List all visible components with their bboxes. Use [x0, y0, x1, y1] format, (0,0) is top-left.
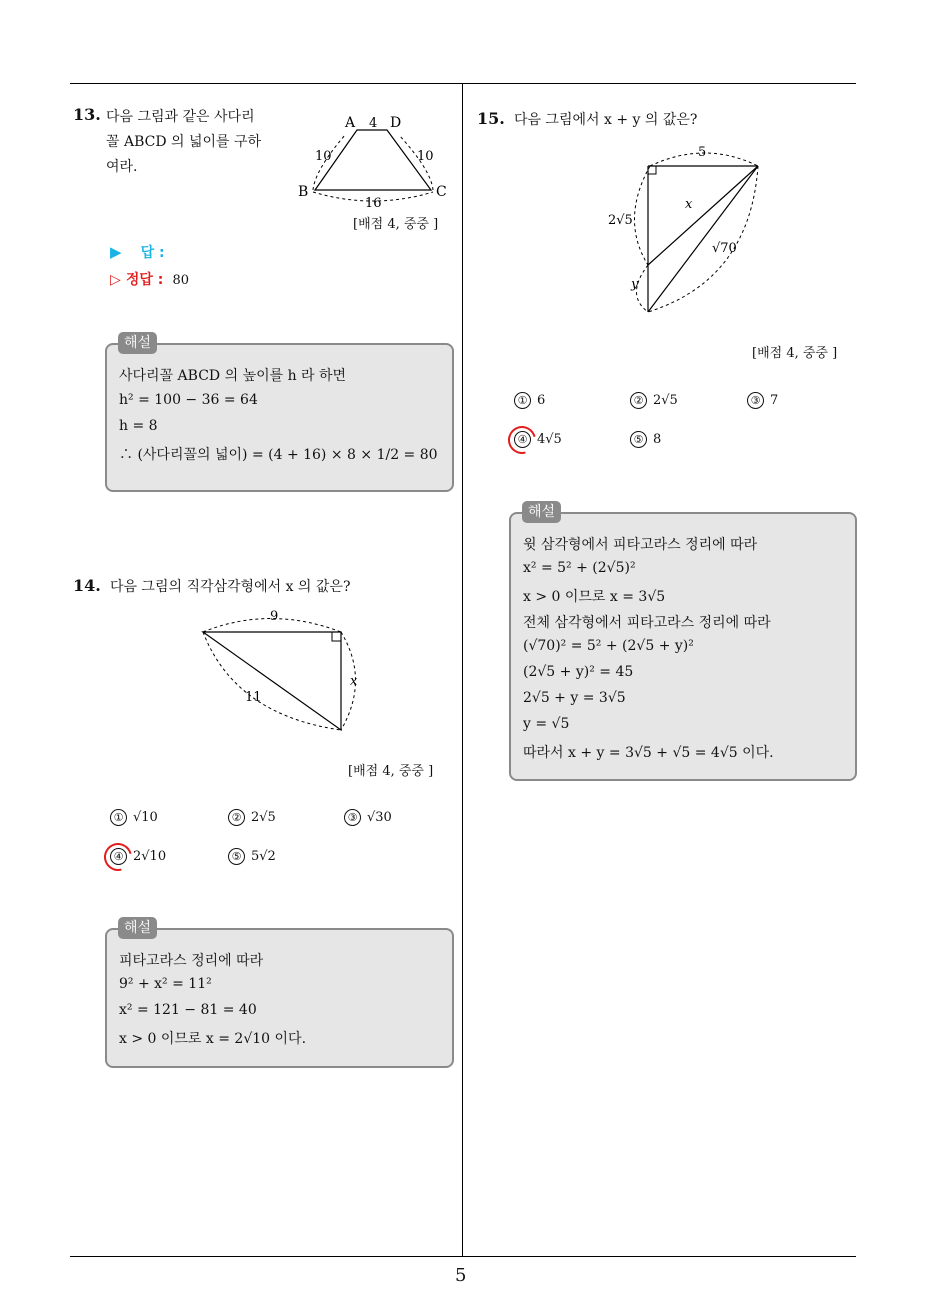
correct-value: 80 — [172, 273, 190, 288]
explanation-tag-13: 해설 — [118, 332, 157, 354]
question-text: 다음 그림의 직각삼각형에서 x 의 값은? — [109, 579, 351, 595]
explain-line: ∴ (사다리꼴의 넓이) = (4 + 16) × 8 × 1/2 = 80 — [119, 447, 438, 463]
play-icon: ▶ — [110, 243, 122, 261]
question-number: 14. — [73, 576, 101, 595]
question-14 — [73, 575, 453, 600]
vertex-a: A — [345, 115, 356, 131]
triangle-outline-icon: ▷ — [110, 272, 121, 288]
selected-mark — [99, 838, 137, 876]
explanation-box-15 — [509, 512, 857, 781]
option-2[interactable]: ② 2√5 — [228, 809, 276, 826]
answer-label: 답 : — [140, 245, 165, 261]
label-x: x — [350, 674, 358, 689]
label-hyp: 11 — [245, 690, 262, 705]
vertex-b: B — [298, 184, 309, 200]
answer-row-13 — [110, 242, 165, 262]
right-triangle-figure — [195, 605, 370, 740]
explanation-box-14 — [105, 928, 454, 1068]
question-text: 다음 그림과 같은 사다리 꼴 ABCD 의 넓이를 구하 여라. — [106, 109, 262, 175]
explain-line: 사다리꼴 ABCD 의 높이를 h 라 하면 — [119, 368, 347, 384]
option-1[interactable]: ① 6 — [514, 392, 545, 409]
trapezoid-figure — [295, 110, 455, 210]
selected-mark — [503, 421, 541, 459]
explain-line: x² = 5² + (2√5)² — [523, 560, 636, 576]
explanation-box-13 — [105, 343, 454, 492]
correct-label: 정답 : — [125, 272, 164, 288]
label-y: y — [631, 277, 639, 292]
label-x: x — [685, 197, 693, 212]
top-rule — [70, 83, 856, 84]
explain-line: 전체 삼각형에서 피타고라스 정리에 따라 — [523, 615, 771, 631]
option-4[interactable]: ④ 4√5 — [514, 431, 562, 448]
question-number: 15. — [477, 109, 505, 128]
explain-line: y = √5 — [523, 716, 570, 732]
label-right: 10 — [417, 149, 434, 164]
option-3[interactable]: ③ 7 — [747, 392, 778, 409]
label-left: 2√5 — [608, 213, 633, 228]
label-top: 4 — [369, 116, 378, 131]
explain-line: x² = 121 − 81 = 40 — [119, 1002, 257, 1018]
explain-line: 피타고라스 정리에 따라 — [119, 953, 264, 969]
vertex-d: D — [390, 115, 402, 131]
explain-line: 9² + x² = 11² — [119, 976, 212, 992]
explain-line: (2√5 + y)² = 45 — [523, 664, 634, 680]
triangles-figure — [600, 140, 770, 320]
option-5[interactable]: ⑤ 8 — [630, 431, 661, 448]
option-2[interactable]: ② 2√5 — [630, 392, 678, 409]
explanation-tag-14: 해설 — [118, 917, 157, 939]
explain-line: x > 0 이므로 x = 3√5 — [523, 589, 666, 605]
score-15: [배점 4, 중중 ] — [752, 346, 838, 361]
explanation-tag-15: 해설 — [522, 501, 561, 523]
correct-row-13 — [110, 269, 189, 289]
label-diag: √70 — [712, 241, 737, 256]
vertex-c: C — [436, 184, 447, 200]
question-15 — [477, 108, 857, 133]
label-top: 5 — [698, 145, 707, 160]
score-13: [배점 4, 중중 ] — [353, 217, 439, 232]
option-4[interactable]: ④ 2√10 — [110, 848, 166, 865]
page-number: 5 — [455, 1265, 467, 1286]
option-1[interactable]: ① √10 — [110, 809, 158, 826]
explain-line: x > 0 이므로 x = 2√10 이다. — [119, 1031, 307, 1047]
bottom-rule — [70, 1256, 856, 1257]
option-3[interactable]: ③ √30 — [344, 809, 392, 826]
label-bottom: 16 — [365, 196, 382, 210]
label-left: 10 — [315, 149, 332, 164]
explain-line: h = 8 — [119, 418, 158, 434]
column-divider — [462, 83, 463, 1256]
question-text: 다음 그림에서 x + y 의 값은? — [513, 112, 698, 128]
explain-line: h² = 100 − 36 = 64 — [119, 392, 258, 408]
option-5[interactable]: ⑤ 5√2 — [228, 848, 276, 865]
question-number: 13. — [73, 105, 101, 124]
explain-line: 따라서 x + y = 3√5 + √5 = 4√5 이다. — [523, 745, 774, 761]
explain-line: 윗 삼각형에서 피타고라스 정리에 따라 — [523, 537, 758, 553]
label-top: 9 — [270, 609, 279, 624]
explain-line: (√70)² = 5² + (2√5 + y)² — [523, 638, 694, 654]
explain-line: 2√5 + y = 3√5 — [523, 690, 626, 706]
score-14: [배점 4, 중중 ] — [348, 764, 434, 779]
